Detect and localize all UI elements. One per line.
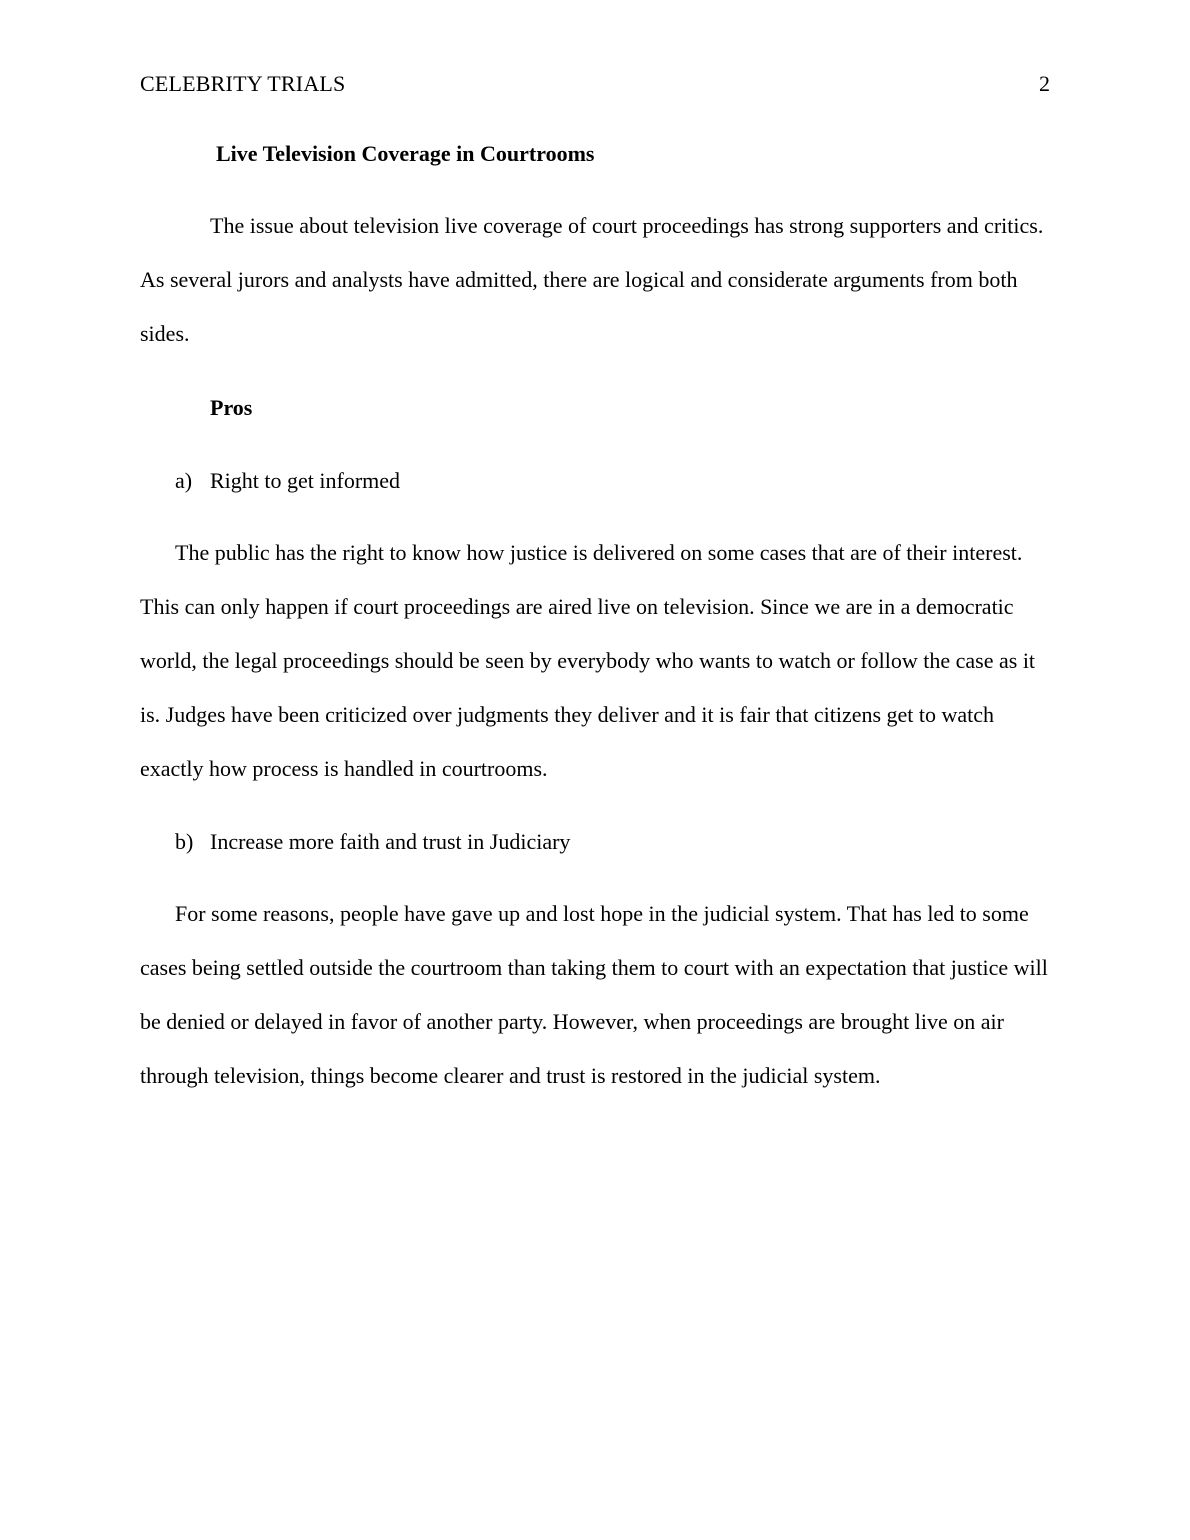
list-item-a bbox=[175, 467, 400, 495]
list-item-b-title: Increase more faith and trust in Judiciary bbox=[210, 829, 571, 854]
list-marker-a: a) bbox=[175, 468, 193, 493]
list-marker-b: b) bbox=[175, 829, 194, 854]
page-number: 2 bbox=[1039, 71, 1050, 96]
running-head: CELEBRITY TRIALS bbox=[140, 71, 346, 96]
pros-heading: Pros bbox=[210, 395, 253, 420]
paragraph-right-to-get-informed: The public has the right to know how justice is delivered on some cases that are of their interest. This can only happen if court proceedings are aired live on television. Since we are in a democratic world, the legal proceedings should be seen by everybody who wants to watch or follow the case as it is. Judges have been criticized over judgments they deliver and it is fair that citizens get to watch exactly how process is handled in courtrooms. bbox=[140, 540, 1036, 781]
section-title: Live Television Coverage in Courtrooms bbox=[216, 141, 595, 166]
intro-paragraph: The issue about television live coverage of court proceedings has strong supporters and critics. As several jurors and analysts have admitted, there are logical and considerate arguments from both sides. bbox=[140, 213, 1044, 346]
list-item-b bbox=[175, 828, 570, 856]
paragraph-faith-and-trust: For some reasons, people have gave up and lost hope in the judicial system. That has led to some cases being settled outside the courtroom than taking them to court with an expectation that justice will be denied or delayed in favor of another party. However, when proceedings are brought live on air through television, things become clearer and trust is restored in the judicial system. bbox=[140, 901, 1048, 1088]
list-item-a-title: Right to get informed bbox=[210, 468, 401, 493]
